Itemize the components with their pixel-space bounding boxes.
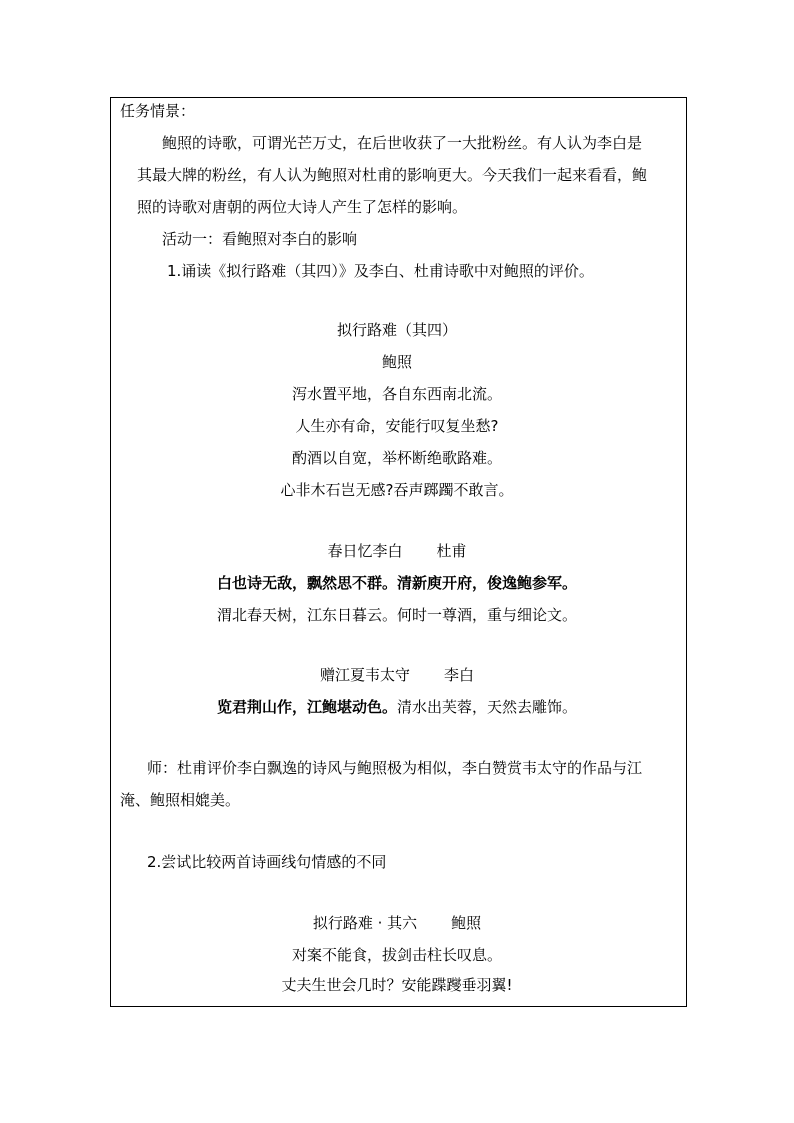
poem1-line: 心非木石岂无感?吞声踯躅不敢言。 xyxy=(280,481,514,499)
poem1-author: 鲍照 xyxy=(381,353,412,371)
step-2: 2.尝试比较两首诗画线句情感的不同 xyxy=(147,853,387,871)
poem3-author: 李白 xyxy=(444,666,475,684)
poem3-line-rest: 清水出芙蓉，天然去雕饰。 xyxy=(397,698,578,716)
poem1-line: 泻水置平地，各自东西南北流。 xyxy=(291,385,502,403)
task-label: 任务情景： xyxy=(120,102,196,120)
teacher-note-line-1: 师：杜甫评价李白飘逸的诗风与鲍照极为相似，李白赞赏韦太守的作品与江 xyxy=(147,759,643,777)
poem2-heading xyxy=(0,541,794,561)
poem3-title: 赠江夏韦太守 xyxy=(319,666,410,684)
poem4-title: 拟行路难 · 其六 xyxy=(312,914,418,932)
activity-title: 活动一：看鲍照对李白的影响 xyxy=(162,230,358,248)
poem1-line: 人生亦有命，安能行叹复坐愁? xyxy=(295,417,499,435)
poem3-line xyxy=(0,697,794,717)
poem4-heading xyxy=(0,913,794,933)
intro-line-2: 其最大牌的粉丝，有人认为鲍照对杜甫的影响更大。今天我们一起来看看，鲍 xyxy=(137,166,648,184)
intro-line-3: 照的诗歌对唐朝的两位大诗人产生了怎样的影响。 xyxy=(137,198,468,216)
intro-line-1: 鲍照的诗歌，可谓光芒万丈，在后世收获了一大批粉丝。有人认为李白是 xyxy=(162,134,643,152)
poem4-author: 鲍照 xyxy=(451,914,482,932)
poem2-author: 杜甫 xyxy=(436,542,467,560)
poem3-heading xyxy=(0,665,794,685)
poem4-line: 对案不能食，拔剑击柱长叹息。 xyxy=(291,946,502,964)
poem2-title: 春日忆李白 xyxy=(327,542,403,560)
poem2-line: 渭北春天树，江东日暮云。何时一尊酒，重与细论文。 xyxy=(216,606,577,624)
poem1-title: 拟行路难（其四） xyxy=(336,321,457,339)
poem2-line-bold: 白也诗无敌，飘然思不群。清新庾开府，俊逸鲍参军。 xyxy=(216,574,577,592)
teacher-note-line-2: 淹、鲍照相媲美。 xyxy=(120,791,241,809)
step-1: 1.诵读《拟行路难（其四）》及李白、杜甫诗歌中对鲍照的评价。 xyxy=(167,262,594,280)
poem3-line-bold: 览君荆山作，江鲍堪动色。 xyxy=(216,698,397,716)
poem1-line: 酌酒以自宽，举杯断绝歌路难。 xyxy=(291,449,502,467)
poem4-line: 丈夫生世会几时？安能蹀躞垂羽翼! xyxy=(281,976,513,994)
